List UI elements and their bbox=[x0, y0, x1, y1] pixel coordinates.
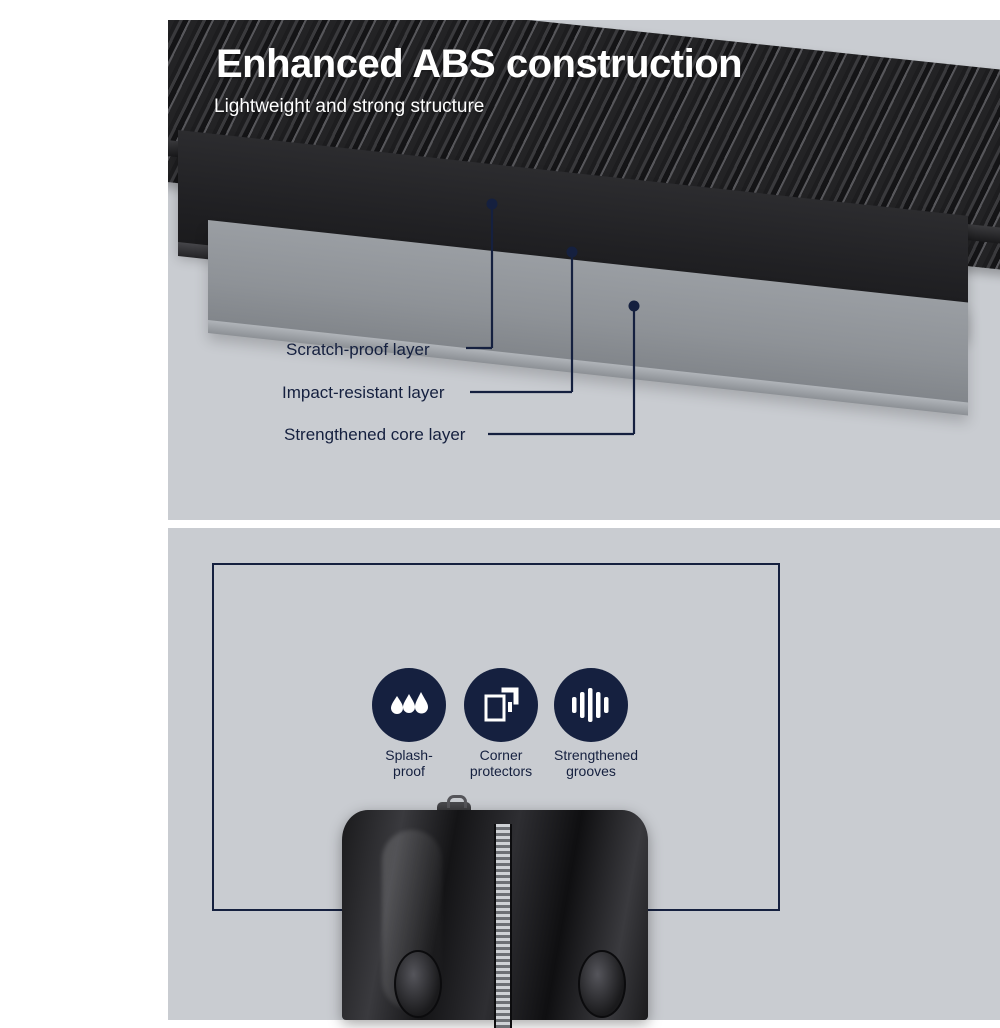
badge-splash-proof bbox=[372, 668, 446, 779]
callout-label-scratch-proof: Scratch-proof layer bbox=[286, 339, 430, 359]
suitcase-wheel-left bbox=[394, 950, 442, 1018]
badge-caption-corner-protectors: Corner protectors bbox=[469, 746, 533, 779]
panel-abs-subtitle: Lightweight and strong structure bbox=[214, 95, 485, 117]
suitcase-body bbox=[342, 810, 648, 1020]
suitcase-icon bbox=[330, 802, 660, 1020]
panel-abs-construction bbox=[0, 20, 1000, 520]
badge-caption-splash-proof: Splash-proof bbox=[385, 746, 433, 779]
callout-label-strengthened-core: Strengthened core layer bbox=[284, 424, 466, 444]
panel-abs-title: Enhanced ABS construction bbox=[216, 41, 743, 86]
badge-caption-strengthened-grooves: Strengthened grooves bbox=[554, 746, 639, 779]
suitcase-wheel-right bbox=[578, 950, 626, 1018]
product-infographic bbox=[0, 20, 1000, 1020]
callout-label-impact-resistant: Impact-resistant layer bbox=[282, 382, 445, 402]
corner-protector-icon bbox=[464, 668, 538, 742]
suitcase-zipper bbox=[494, 824, 512, 1028]
water-drops-icon bbox=[372, 668, 446, 742]
feature-badges bbox=[360, 668, 656, 778]
badge-corner-protectors bbox=[464, 668, 538, 779]
grooves-icon bbox=[554, 668, 628, 742]
callout-leader-lines bbox=[0, 20, 1000, 520]
badge-strengthened-grooves bbox=[554, 668, 639, 779]
